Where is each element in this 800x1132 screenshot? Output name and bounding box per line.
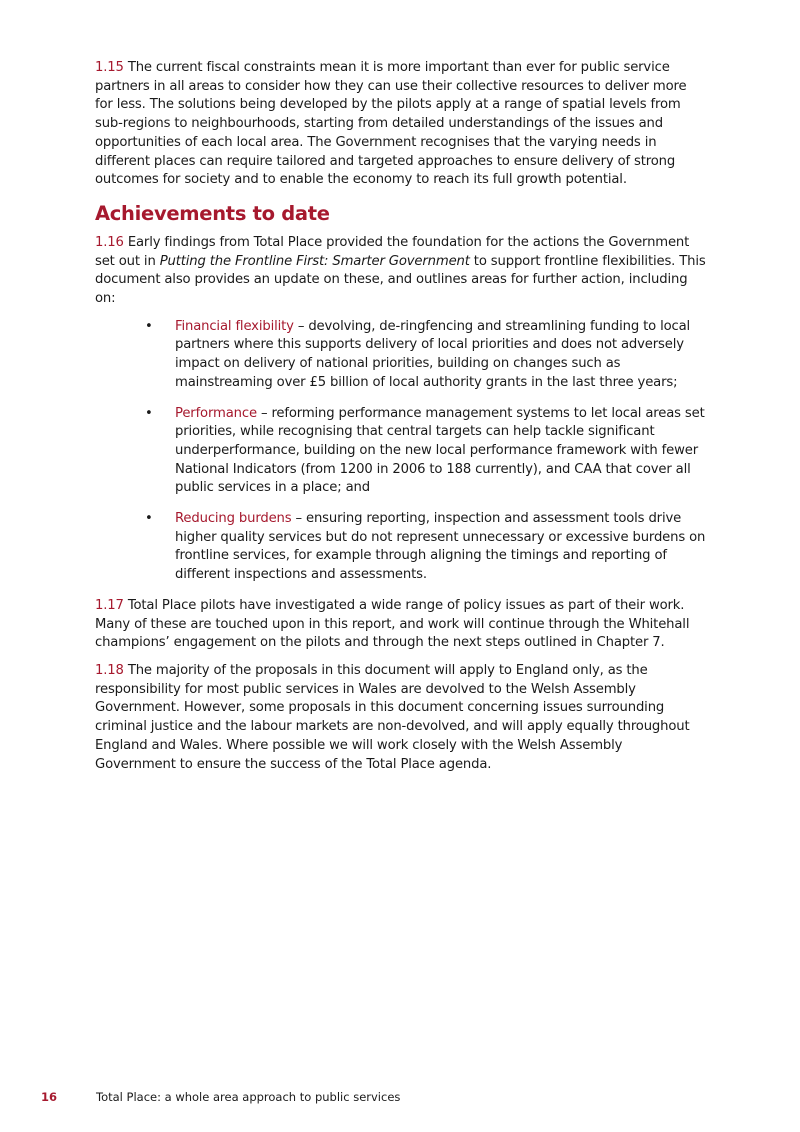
paragraph-1-18 bbox=[95, 662, 707, 774]
paragraph-text: Total Place pilots have investigated a wide range of policy issues as part of their work. Many of these are touched upon in this report, and work will continue through the Whitehall champions’ engagement on the pilots and through the next steps outlined in Chapter 7. bbox=[95, 597, 690, 651]
paragraph-text: The majority of the proposals in this document will apply to England only, as the responsibility for most public services in Wales are devolved to the Welsh Assembly Government. However, some proposals in this document concerning issues surrounding criminal justice and the labour markets are non-devolved, and will apply equally throughout England and Wales. Where possible we will work closely with the Welsh Assembly Government to ensure the success of the Total Place agenda. bbox=[95, 662, 690, 772]
section-heading: Achievements to date bbox=[95, 201, 330, 225]
page-number: 16 bbox=[41, 1090, 58, 1104]
bullet-text: – ensuring reporting, inspection and assessment tools drive higher quality services but do not represent unnecessary or excessive burdens on frontline services, for example through aligning the timings and reporting of different inspections and assessments. bbox=[175, 511, 706, 583]
bullet-item-financial-flexibility bbox=[95, 318, 707, 393]
paragraph-number: 1.18 bbox=[95, 662, 124, 678]
bullet-term: Financial flexibility bbox=[175, 318, 294, 334]
bullet-item-reducing-burdens bbox=[95, 510, 707, 585]
publication-title: Putting the Frontline First: Smarter Government bbox=[159, 253, 470, 269]
bullet-item-performance bbox=[95, 405, 707, 499]
bullet-text: – devolving, de-ringfencing and streamlining funding to local partners where this supports delivery of local priorities and does not adversely impact on delivery of national priorities, building on changes such as mainstreaming over £5 billion of local authority grants in the last three years; bbox=[175, 318, 691, 390]
bullet-term: Reducing burdens bbox=[175, 511, 292, 527]
paragraph-text: The current fiscal constraints mean it is more important than ever for public service partners in all areas to consider how they can use their collective resources to deliver more for less. The solutions being developed by the pilots apply at a range of spatial levels from sub-regions to neighbourhoods, starting from detailed understandings of the issues and opportunities of each local area. The Government recognises that the varying needs in different places can require tailored and targeted approaches to ensure delivery of strong outcomes for society and to enable the economy to reach its full growth potential. bbox=[95, 60, 687, 188]
bullet-term: Performance bbox=[175, 405, 257, 421]
document-title: Total Place: a whole area approach to public services bbox=[96, 1090, 401, 1104]
page-footer bbox=[41, 1090, 400, 1104]
paragraph-1-16 bbox=[95, 234, 707, 309]
paragraph-1-17 bbox=[95, 597, 707, 653]
paragraph-number: 1.15 bbox=[95, 60, 124, 75]
paragraph-number: 1.16 bbox=[95, 234, 124, 250]
paragraph-text: Early findings from Total Place provided the foundation for the actions the Government set out in bbox=[95, 234, 690, 269]
paragraph-number: 1.17 bbox=[95, 597, 124, 613]
page-content bbox=[95, 59, 707, 783]
paragraph-text: to support frontline flexibilities. This document also provides an update on these, and outlines areas for further action, including on: bbox=[95, 253, 706, 307]
bullet-text: – reforming performance management systems to let local areas set priorities, while recognising that central targets can help tackle significant underperformance, building on the new local performance framework with fewer National Indicators (from 1200 in 2006 to 188 currently), and CAA that cover all public services in a place; and bbox=[175, 405, 705, 496]
paragraph-1-15 bbox=[95, 59, 707, 190]
bullet-list bbox=[95, 318, 707, 585]
